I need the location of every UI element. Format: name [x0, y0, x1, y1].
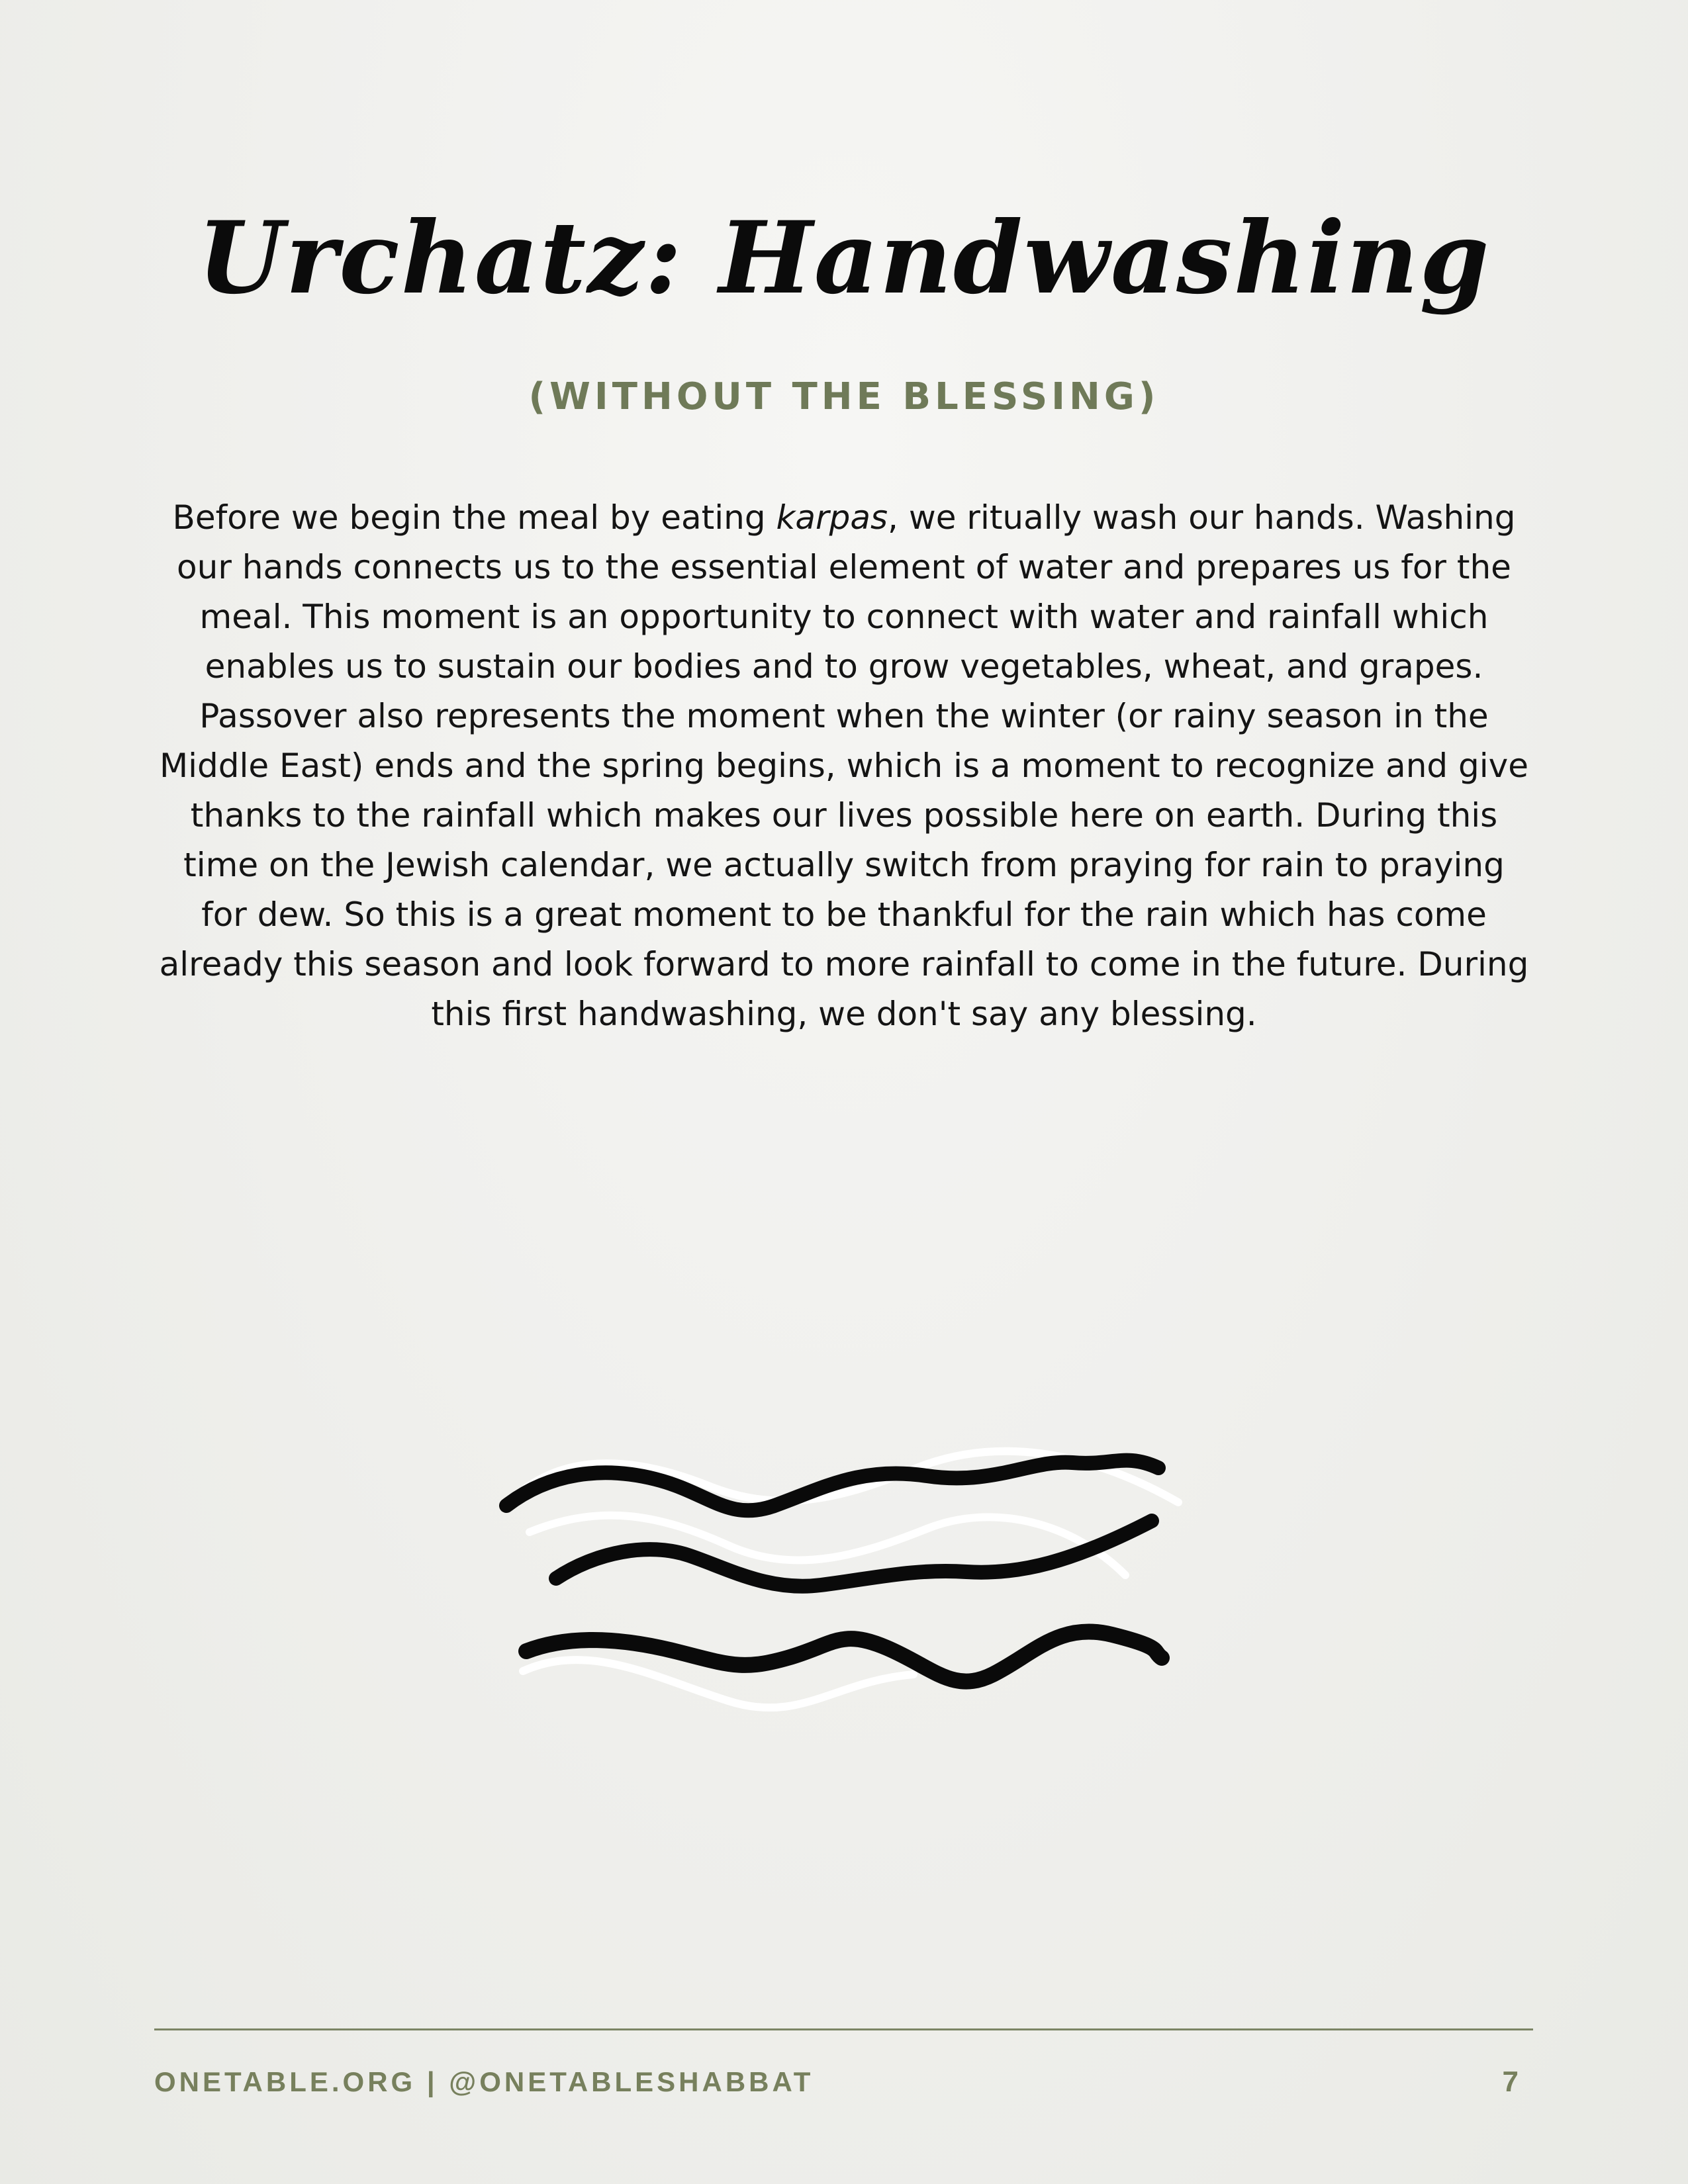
footer-divider — [154, 2028, 1533, 2030]
page-title: Urchatz: Handwashing — [197, 200, 1491, 316]
body-text-italic-term: karpas — [776, 498, 888, 537]
body-paragraph — [159, 493, 1529, 1039]
wave-line-bottom — [526, 1631, 1162, 1681]
footer-site-handle: ONETABLE.ORG | @ONETABLESHABBAT — [154, 2066, 814, 2097]
wave-line-top — [506, 1461, 1158, 1511]
body-text-rest: , we ritually wash our hands. Washing our hands connects us to the essential element of water and prepares us for the meal. This moment is an opportunity to connect with water and rainfall which enables us to sustain our bodies and to grow vegetables, wheat, and grapes. Passover also represents the moment when the winter (or rainy season in the Middle East) ends and the spring begins, which is a moment to recognize and give thanks to the rainfall which makes our lives possible here on earth. During this time on the Jewish calendar, we actually switch from praying for rain to praying for dew. So this is a great moment to be thankful for the rain which has come already this season and look forward to more rainfall to come in the future. During this first handwashing, we don't say any blessing. — [159, 498, 1529, 1033]
body-text-start: Before we begin the meal by eating — [172, 498, 776, 537]
page-subtitle: (WITHOUT THE BLESSING) — [528, 375, 1160, 418]
page-number: 7 — [1502, 2066, 1519, 2098]
water-waves-icon — [490, 1423, 1198, 1734]
